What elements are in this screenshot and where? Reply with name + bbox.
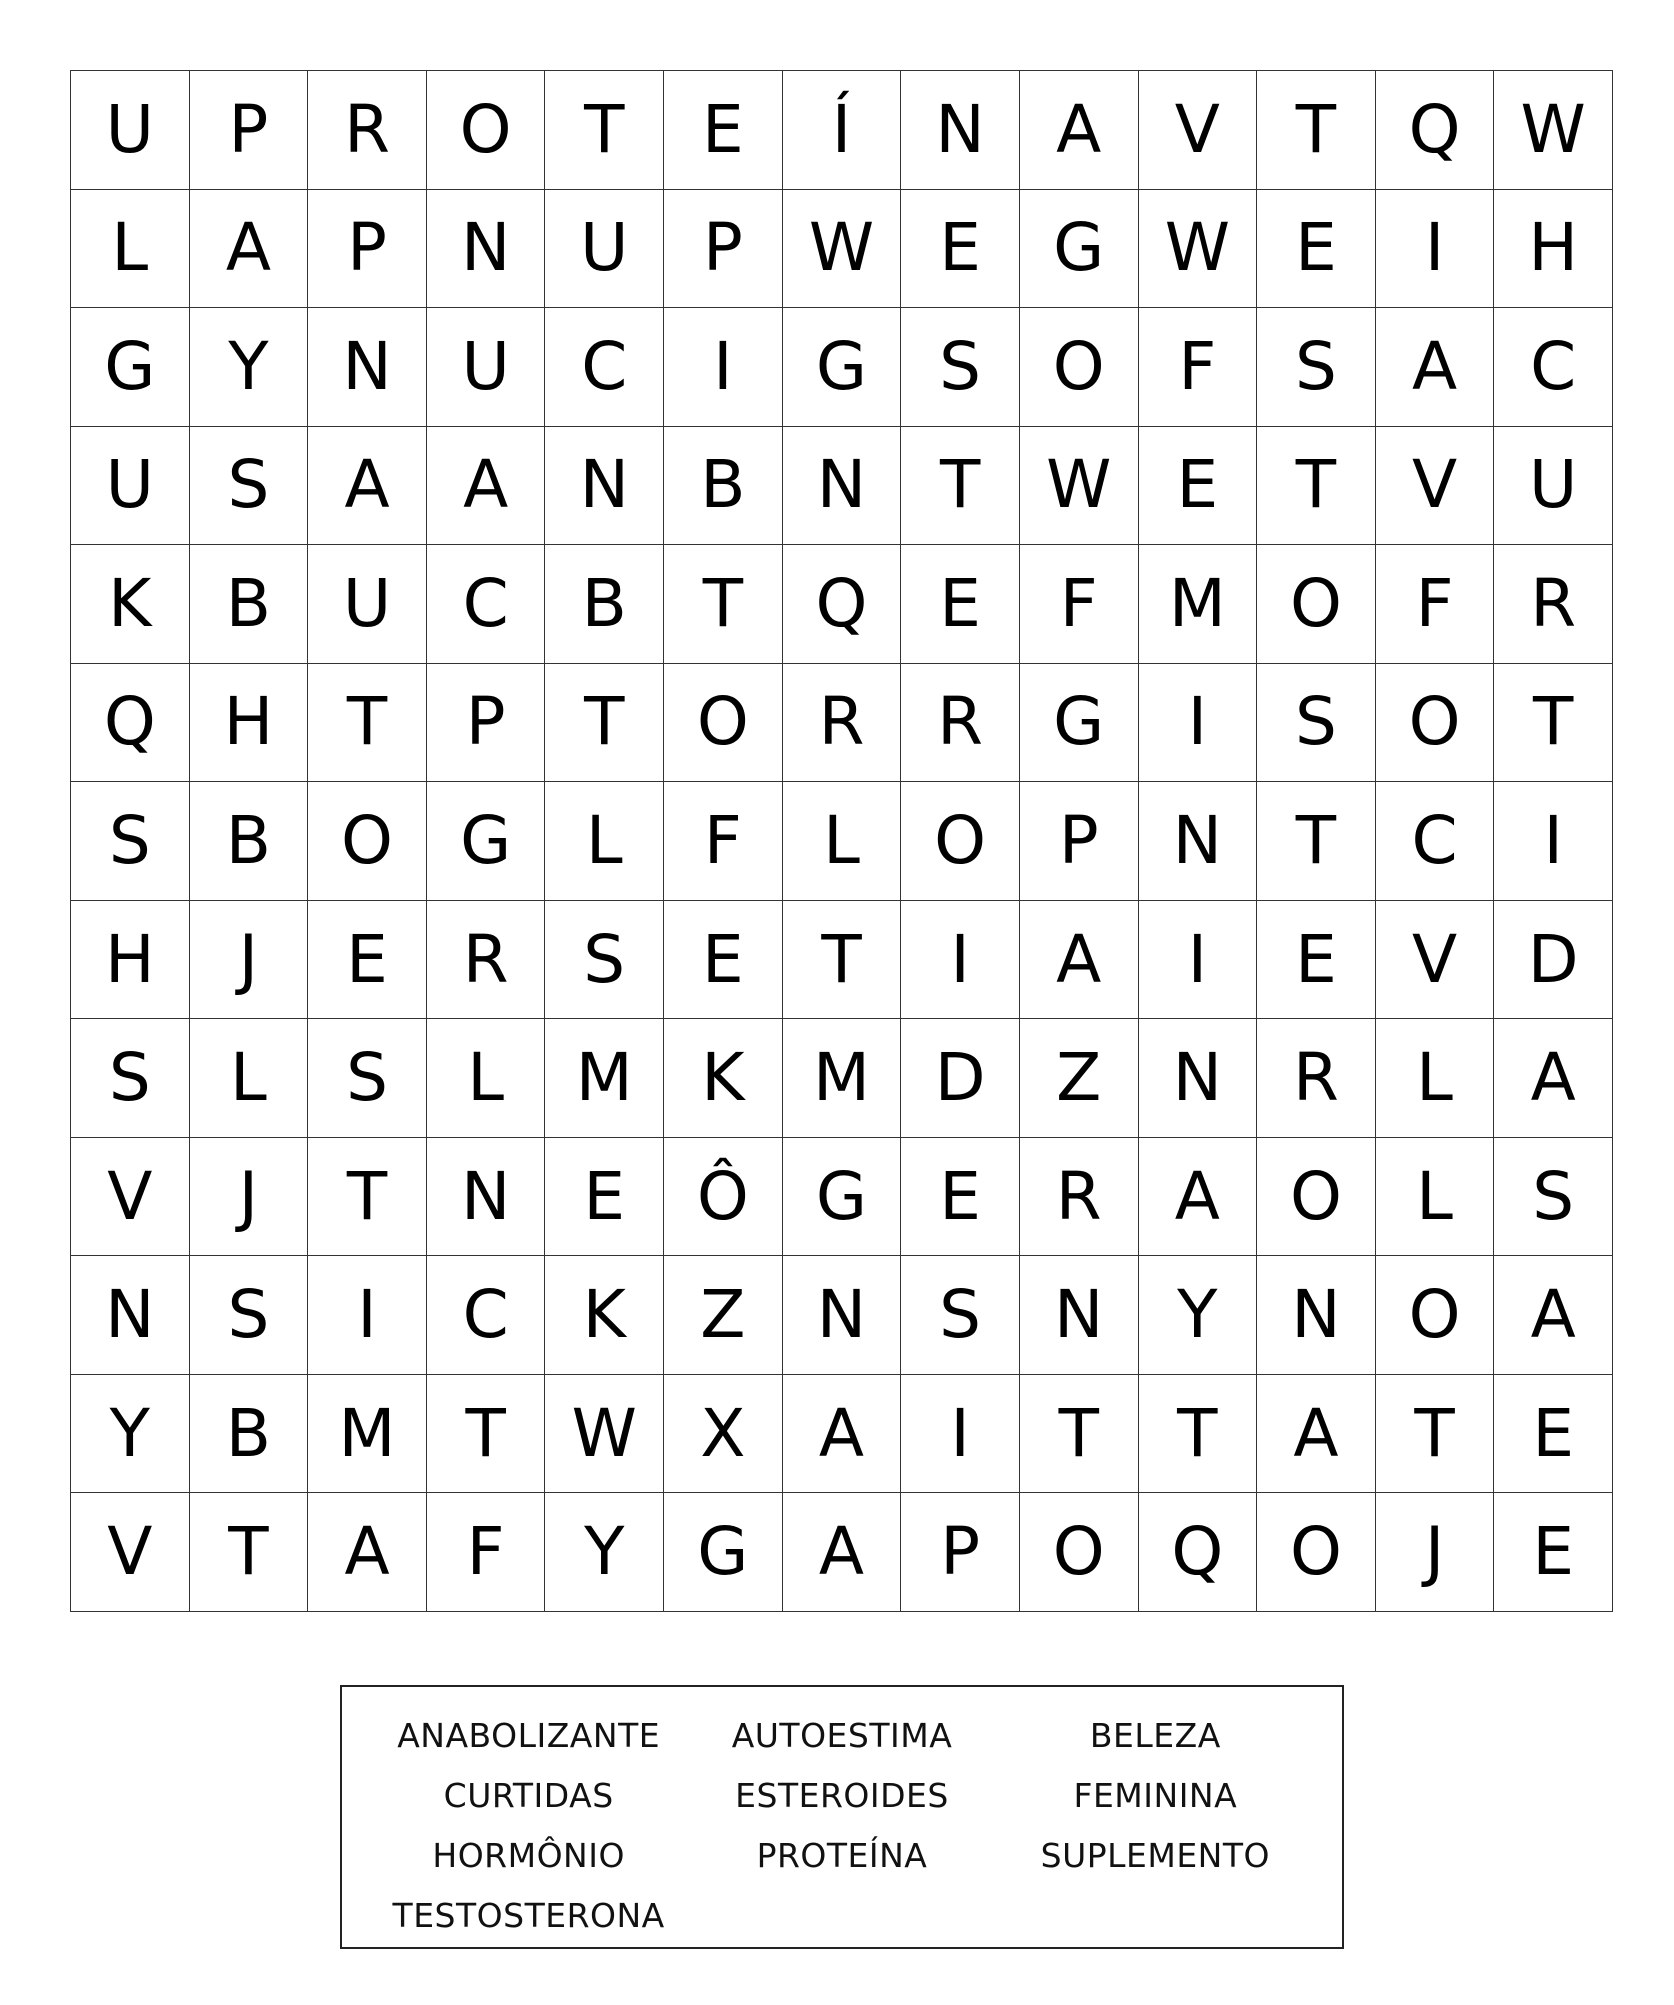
grid-cell[interactable]: T: [901, 427, 1020, 546]
grid-cell[interactable]: O: [664, 664, 783, 783]
grid-cell[interactable]: I: [901, 1375, 1020, 1494]
grid-cell[interactable]: I: [664, 308, 783, 427]
grid-cell[interactable]: V: [71, 1493, 190, 1612]
grid-cell[interactable]: E: [545, 1138, 664, 1257]
grid-cell[interactable]: S: [901, 1256, 1020, 1375]
grid-cell[interactable]: Ô: [664, 1138, 783, 1257]
grid-cell[interactable]: P: [308, 190, 427, 309]
grid-cell[interactable]: N: [71, 1256, 190, 1375]
grid-cell[interactable]: U: [71, 71, 190, 190]
grid-cell[interactable]: A: [190, 190, 309, 309]
grid-cell[interactable]: R: [427, 901, 546, 1020]
grid-cell[interactable]: E: [1257, 190, 1376, 309]
grid-cell[interactable]: I: [1494, 782, 1613, 901]
grid-cell[interactable]: V: [71, 1138, 190, 1257]
grid-cell[interactable]: N: [901, 71, 1020, 190]
grid-cell[interactable]: Q: [1139, 1493, 1258, 1612]
grid-cell[interactable]: Y: [1139, 1256, 1258, 1375]
grid-cell[interactable]: G: [783, 308, 902, 427]
word-bank-item: AUTOESTIMA: [731, 1715, 953, 1755]
grid-cell[interactable]: N: [1139, 1019, 1258, 1138]
grid-cell[interactable]: E: [308, 901, 427, 1020]
grid-cell[interactable]: T: [545, 71, 664, 190]
word-bank-item: BELEZA: [1089, 1715, 1221, 1755]
grid-cell[interactable]: E: [1257, 901, 1376, 1020]
grid-cell[interactable]: J: [1376, 1493, 1495, 1612]
grid-cell[interactable]: Í: [783, 71, 902, 190]
grid-cell[interactable]: D: [1494, 901, 1613, 1020]
grid-cell[interactable]: F: [1139, 308, 1258, 427]
word-bank-item: CURTIDAS: [443, 1775, 614, 1815]
grid-cell[interactable]: Y: [190, 308, 309, 427]
grid-cell[interactable]: B: [190, 782, 309, 901]
grid-cell[interactable]: H: [190, 664, 309, 783]
grid-cell[interactable]: L: [783, 782, 902, 901]
grid-cell[interactable]: R: [1020, 1138, 1139, 1257]
grid-cell[interactable]: L: [427, 1019, 546, 1138]
grid-cell[interactable]: M: [308, 1375, 427, 1494]
grid-cell[interactable]: I: [308, 1256, 427, 1375]
grid-cell[interactable]: A: [1376, 308, 1495, 427]
grid-cell[interactable]: T: [1257, 427, 1376, 546]
grid-cell[interactable]: S: [71, 782, 190, 901]
grid-cell[interactable]: E: [901, 1138, 1020, 1257]
grid-cell[interactable]: A: [1020, 71, 1139, 190]
grid-cell[interactable]: W: [783, 190, 902, 309]
grid-cell[interactable]: V: [1376, 427, 1495, 546]
grid-cell[interactable]: O: [427, 71, 546, 190]
grid-cell[interactable]: D: [901, 1019, 1020, 1138]
grid-cell[interactable]: M: [1139, 545, 1258, 664]
grid-cell[interactable]: V: [1376, 901, 1495, 1020]
grid-cell[interactable]: T: [783, 901, 902, 1020]
grid-cell[interactable]: R: [1257, 1019, 1376, 1138]
grid-cell[interactable]: O: [1376, 664, 1495, 783]
grid-cell[interactable]: S: [71, 1019, 190, 1138]
grid-cell[interactable]: S: [190, 1256, 309, 1375]
grid-cell[interactable]: Z: [664, 1256, 783, 1375]
grid-cell[interactable]: U: [427, 308, 546, 427]
grid-cell[interactable]: W: [1139, 190, 1258, 309]
grid-cell[interactable]: I: [1139, 901, 1258, 1020]
grid-cell[interactable]: I: [901, 901, 1020, 1020]
grid-cell[interactable]: T: [190, 1493, 309, 1612]
grid-cell[interactable]: E: [664, 901, 783, 1020]
grid-cell[interactable]: T: [308, 1138, 427, 1257]
grid-cell[interactable]: U: [545, 190, 664, 309]
grid-cell[interactable]: G: [783, 1138, 902, 1257]
grid-cell[interactable]: W: [545, 1375, 664, 1494]
grid-cell[interactable]: O: [1257, 1493, 1376, 1612]
grid-cell[interactable]: I: [1376, 190, 1495, 309]
grid-cell[interactable]: P: [664, 190, 783, 309]
grid-cell[interactable]: H: [71, 901, 190, 1020]
grid-cell[interactable]: U: [71, 427, 190, 546]
grid-cell[interactable]: K: [71, 545, 190, 664]
word-bank: [340, 1685, 1344, 1949]
grid-cell[interactable]: T: [427, 1375, 546, 1494]
grid-cell[interactable]: E: [1494, 1493, 1613, 1612]
grid-cell[interactable]: P: [1020, 782, 1139, 901]
grid-cell[interactable]: P: [190, 71, 309, 190]
grid-cell[interactable]: O: [1257, 1138, 1376, 1257]
grid-cell[interactable]: T: [545, 664, 664, 783]
grid-cell[interactable]: A: [783, 1493, 902, 1612]
grid-cell[interactable]: T: [1020, 1375, 1139, 1494]
grid-cell[interactable]: O: [1020, 308, 1139, 427]
grid-cell[interactable]: V: [1139, 71, 1258, 190]
word-bank-item: ESTEROIDES: [735, 1775, 949, 1815]
grid-cell[interactable]: T: [1257, 71, 1376, 190]
grid-cell[interactable]: L: [545, 782, 664, 901]
grid-cell[interactable]: R: [308, 71, 427, 190]
grid-cell[interactable]: G: [1020, 664, 1139, 783]
grid-cell[interactable]: E: [901, 190, 1020, 309]
grid-cell[interactable]: C: [427, 545, 546, 664]
grid-cell[interactable]: N: [1139, 782, 1258, 901]
grid-cell[interactable]: Q: [783, 545, 902, 664]
grid-cell[interactable]: O: [1020, 1493, 1139, 1612]
grid-cell[interactable]: T: [1494, 664, 1613, 783]
grid-cell[interactable]: S: [1257, 308, 1376, 427]
word-bank-item: SUPLEMENTO: [1040, 1835, 1271, 1875]
grid-cell[interactable]: M: [783, 1019, 902, 1138]
grid-cell[interactable]: Y: [545, 1493, 664, 1612]
grid-cell[interactable]: M: [545, 1019, 664, 1138]
grid-cell[interactable]: T: [308, 664, 427, 783]
grid-cell[interactable]: A: [1494, 1019, 1613, 1138]
grid-cell[interactable]: A: [1020, 901, 1139, 1020]
grid-cell[interactable]: S: [545, 901, 664, 1020]
grid-cell[interactable]: O: [1376, 1256, 1495, 1375]
grid-cell[interactable]: B: [664, 427, 783, 546]
grid-cell[interactable]: A: [1257, 1375, 1376, 1494]
grid-cell[interactable]: T: [1257, 782, 1376, 901]
grid-cell[interactable]: G: [71, 308, 190, 427]
word-bank-item: TESTOSTERONA: [392, 1895, 665, 1935]
grid-cell[interactable]: R: [783, 664, 902, 783]
grid-cell[interactable]: U: [308, 545, 427, 664]
grid-cell[interactable]: O: [1257, 545, 1376, 664]
word-search-grid: [70, 70, 1613, 1612]
grid-cell[interactable]: F: [1020, 545, 1139, 664]
grid-cell[interactable]: E: [1494, 1375, 1613, 1494]
grid-cell[interactable]: F: [427, 1493, 546, 1612]
grid-cell[interactable]: F: [664, 782, 783, 901]
grid-cell[interactable]: B: [190, 545, 309, 664]
grid-cell[interactable]: W: [1494, 71, 1613, 190]
grid-cell[interactable]: N: [427, 190, 546, 309]
grid-cell[interactable]: O: [901, 782, 1020, 901]
grid-cell[interactable]: S: [308, 1019, 427, 1138]
grid-cell[interactable]: X: [664, 1375, 783, 1494]
grid-cell[interactable]: A: [783, 1375, 902, 1494]
grid-cell[interactable]: N: [783, 1256, 902, 1375]
grid-cell[interactable]: K: [664, 1019, 783, 1138]
grid-cell[interactable]: G: [427, 782, 546, 901]
grid-cell[interactable]: J: [190, 1138, 309, 1257]
grid-cell[interactable]: C: [1494, 308, 1613, 427]
grid-cell[interactable]: T: [1376, 1375, 1495, 1494]
grid-cell[interactable]: T: [664, 545, 783, 664]
grid-cell[interactable]: Q: [71, 664, 190, 783]
grid-cell[interactable]: F: [1376, 545, 1495, 664]
grid-cell[interactable]: S: [901, 308, 1020, 427]
grid-cell[interactable]: U: [1494, 427, 1613, 546]
grid-cell[interactable]: B: [545, 545, 664, 664]
grid-cell[interactable]: T: [1139, 1375, 1258, 1494]
grid-cell[interactable]: N: [308, 308, 427, 427]
grid-cell[interactable]: B: [190, 1375, 309, 1494]
grid-cell[interactable]: G: [1020, 190, 1139, 309]
grid-cell[interactable]: E: [664, 71, 783, 190]
grid-cell[interactable]: S: [190, 427, 309, 546]
grid-cell[interactable]: N: [1020, 1256, 1139, 1375]
grid-cell[interactable]: J: [190, 901, 309, 1020]
grid-cell[interactable]: A: [427, 427, 546, 546]
grid-cell[interactable]: L: [1376, 1019, 1495, 1138]
grid-cell[interactable]: K: [545, 1256, 664, 1375]
grid-cell[interactable]: L: [1376, 1138, 1495, 1257]
grid-cell[interactable]: E: [1139, 427, 1258, 546]
grid-cell[interactable]: Z: [1020, 1019, 1139, 1138]
grid-cell[interactable]: Y: [71, 1375, 190, 1494]
grid-cell[interactable]: L: [190, 1019, 309, 1138]
grid-cell[interactable]: R: [1494, 545, 1613, 664]
grid-cell[interactable]: S: [1494, 1138, 1613, 1257]
grid-cell[interactable]: L: [71, 190, 190, 309]
grid-cell[interactable]: N: [545, 427, 664, 546]
grid-cell[interactable]: E: [901, 545, 1020, 664]
grid-cell[interactable]: A: [1494, 1256, 1613, 1375]
word-bank-item: ANABOLIZANTE: [397, 1715, 661, 1755]
grid-cell[interactable]: N: [427, 1138, 546, 1257]
grid-cell[interactable]: O: [308, 782, 427, 901]
grid-cell[interactable]: W: [1020, 427, 1139, 546]
word-bank-item: HORMÔNIO: [432, 1835, 625, 1875]
grid-cell[interactable]: N: [783, 427, 902, 546]
grid-cell[interactable]: C: [427, 1256, 546, 1375]
grid-cell[interactable]: S: [1257, 664, 1376, 783]
grid-cell[interactable]: Q: [1376, 71, 1495, 190]
grid-cell[interactable]: A: [308, 427, 427, 546]
grid-cell[interactable]: A: [308, 1493, 427, 1612]
grid-cell[interactable]: N: [1257, 1256, 1376, 1375]
grid-cell[interactable]: H: [1494, 190, 1613, 309]
grid-cell[interactable]: I: [1139, 664, 1258, 783]
grid-cell[interactable]: R: [901, 664, 1020, 783]
grid-cell[interactable]: P: [901, 1493, 1020, 1612]
grid-cell[interactable]: C: [545, 308, 664, 427]
grid-cell[interactable]: C: [1376, 782, 1495, 901]
grid-cell[interactable]: A: [1139, 1138, 1258, 1257]
grid-cell[interactable]: G: [664, 1493, 783, 1612]
word-bank-item: FEMININA: [1073, 1775, 1238, 1815]
grid-cell[interactable]: P: [427, 664, 546, 783]
word-bank-item: PROTEÍNA: [756, 1835, 928, 1875]
